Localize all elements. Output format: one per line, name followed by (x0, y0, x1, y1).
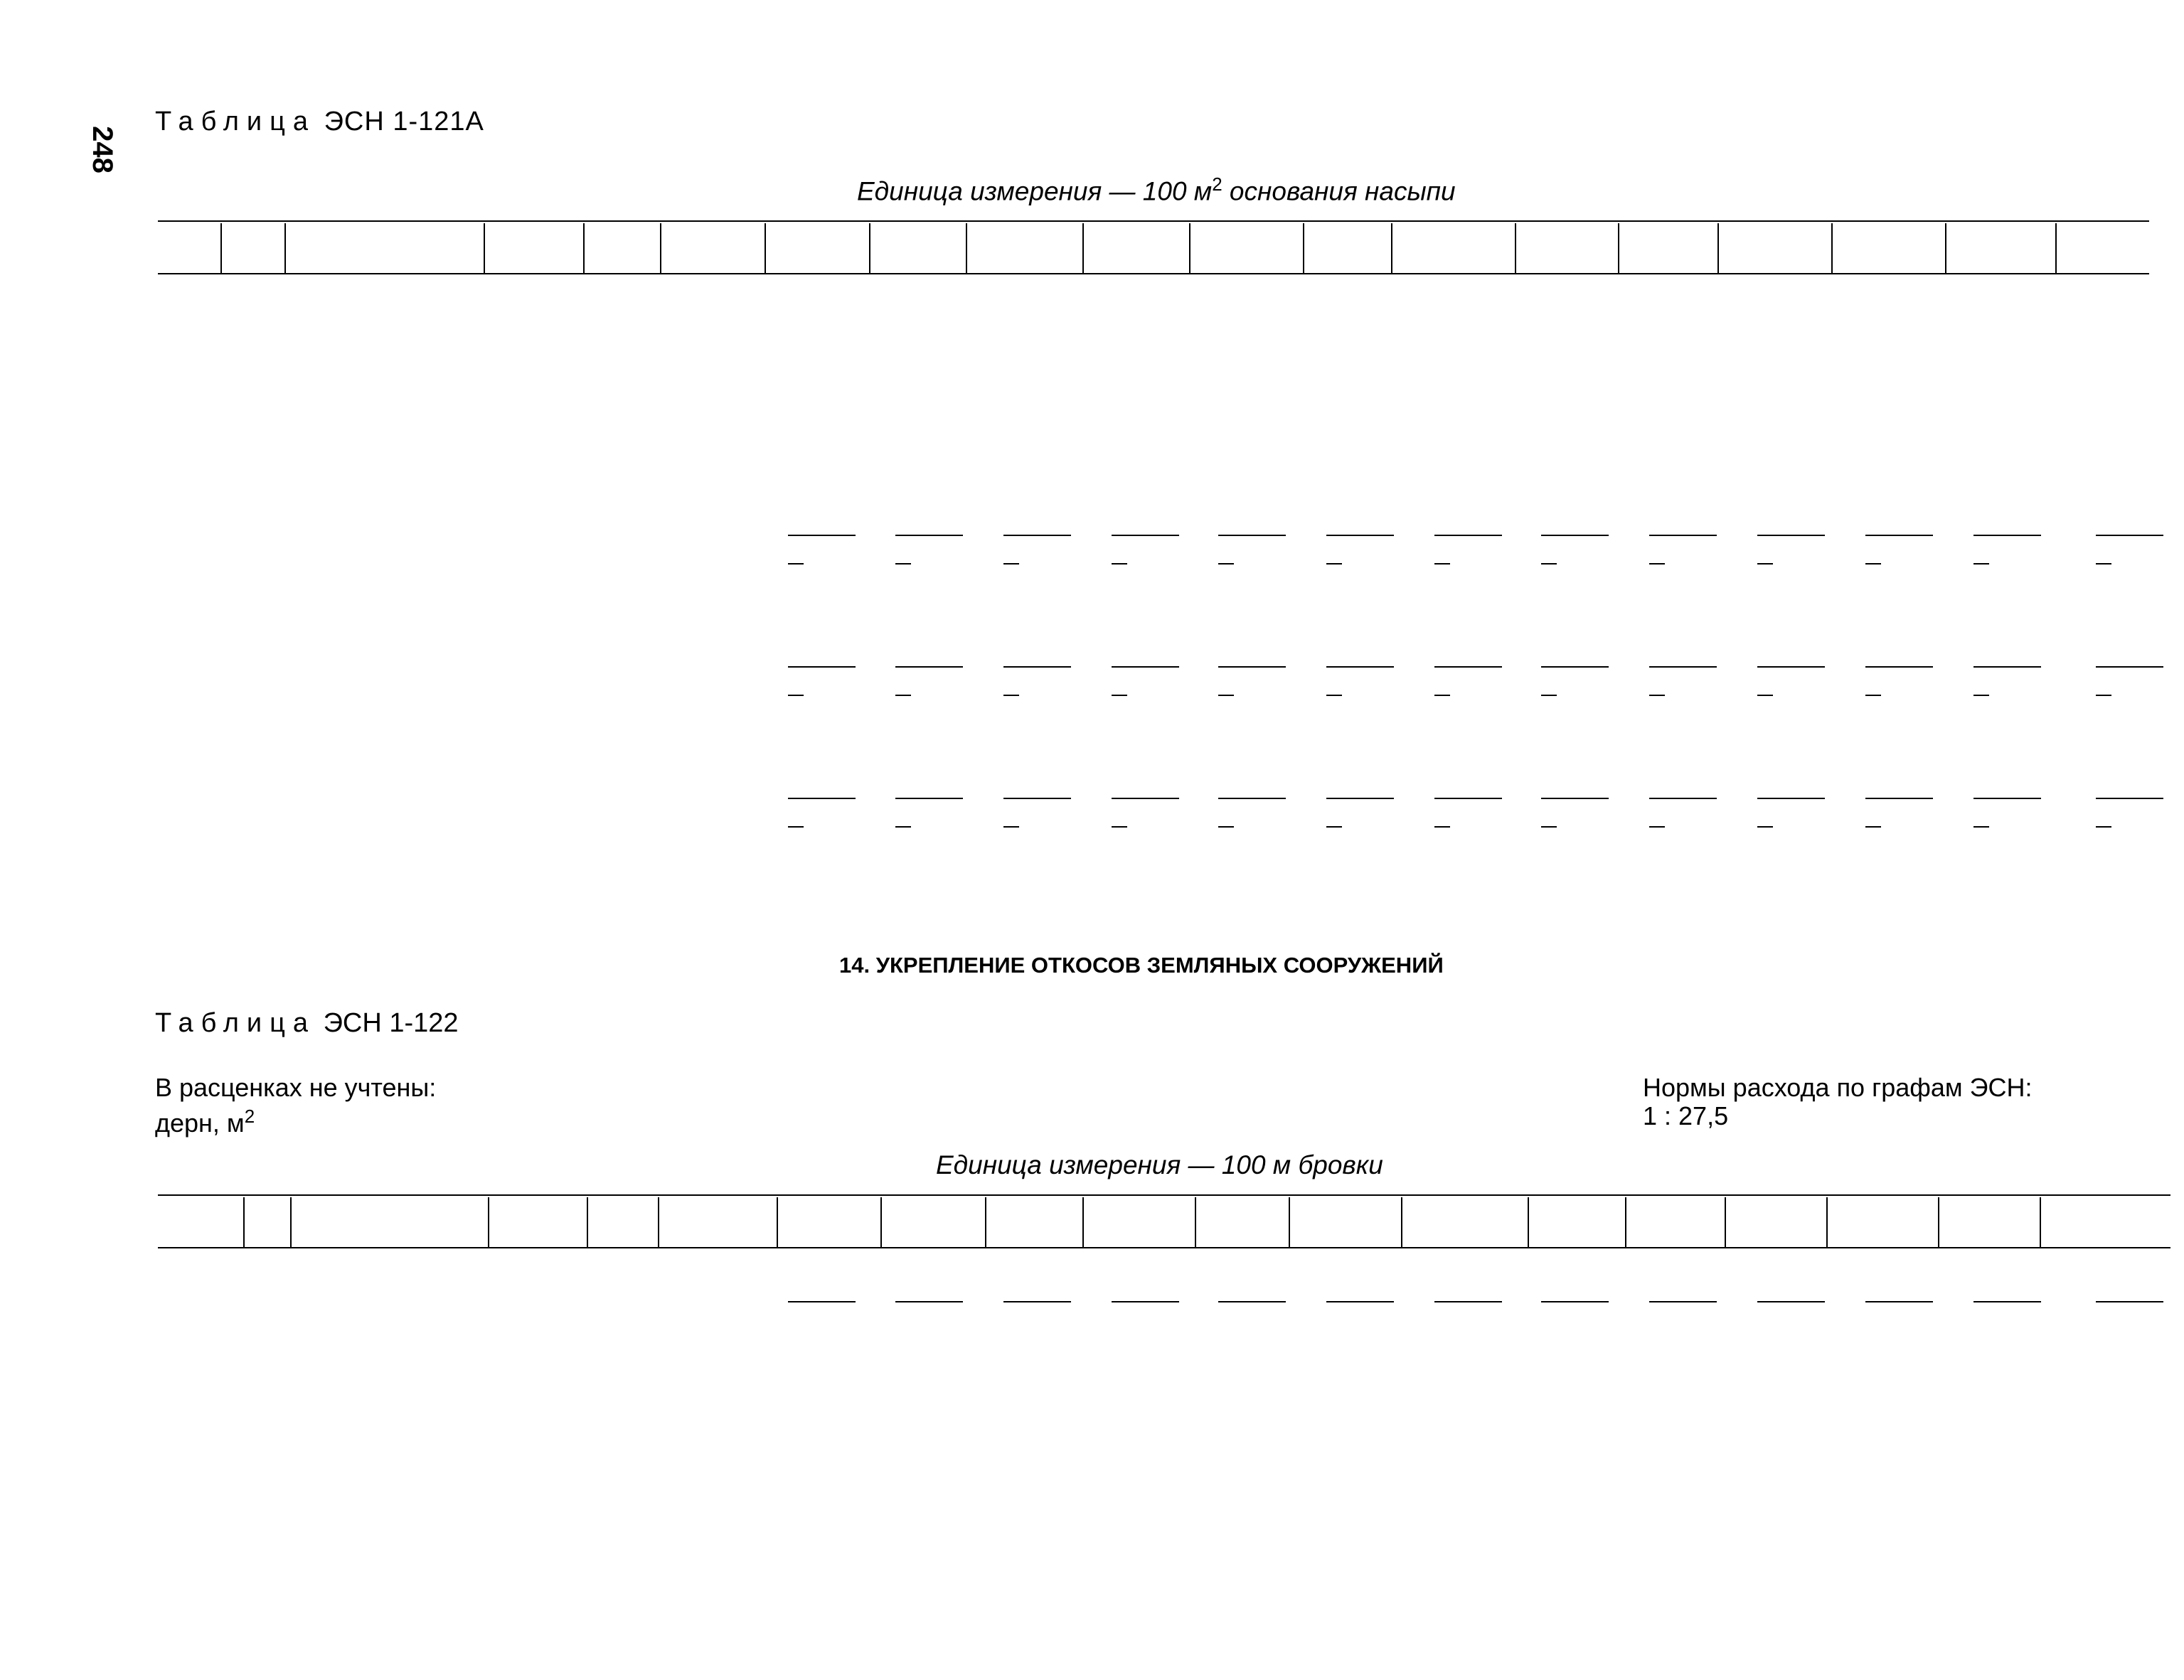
table1-fraction-minus (1003, 826, 1019, 828)
table1-fraction-rule (1326, 798, 1394, 799)
table2-fraction-rule (1218, 1301, 1286, 1302)
table2-header-separator (985, 1197, 986, 1247)
table2-fraction-rule (1973, 1301, 2041, 1302)
table1-fraction-rule (1865, 535, 1933, 536)
table1-fraction-rule (2096, 535, 2163, 536)
table1-fraction-rule (1003, 798, 1071, 799)
table1-fraction-minus (1003, 695, 1019, 696)
table1-fraction-minus (1757, 826, 1773, 828)
table1-fraction-rule (1757, 535, 1825, 536)
table1-title (155, 107, 484, 137)
table1-fraction-minus (1112, 695, 1127, 696)
table2-header-separator (2040, 1197, 2041, 1247)
page-number: 248 (86, 126, 118, 173)
table1-header-separator (1945, 223, 1946, 273)
table1-fraction-rule (788, 666, 856, 668)
table1-fraction-rule (1757, 666, 1825, 668)
table1-header-separator (284, 223, 286, 273)
table1-fraction-minus (1973, 695, 1989, 696)
table1-fraction-rule (1434, 798, 1502, 799)
table2-header-separator (1401, 1197, 1402, 1247)
table1-fraction-minus (895, 695, 911, 696)
table2-header-separator (880, 1197, 882, 1247)
table1-fraction-minus (1865, 695, 1881, 696)
table1-fraction-minus (1757, 695, 1773, 696)
table1-unit-sup: 2 (1212, 173, 1222, 195)
table1-fraction-minus (1112, 563, 1127, 565)
table1-fraction-minus (1326, 563, 1342, 565)
table1-fraction-rule (1541, 798, 1609, 799)
table1-fraction-rule (1218, 535, 1286, 536)
table1-header-separator (220, 223, 222, 273)
table2-header-separator (1082, 1197, 1084, 1247)
table2-fraction-rule (1649, 1301, 1717, 1302)
table2-header-separator (488, 1197, 489, 1247)
table2-header-separator (658, 1197, 659, 1247)
table1-fraction-rule (895, 666, 963, 668)
table1-fraction-minus (1865, 826, 1881, 828)
table1-fraction-minus (1541, 563, 1557, 565)
table1-fraction-rule (2096, 666, 2163, 668)
table1-header-separator (484, 223, 485, 273)
table1-fraction-rule (788, 535, 856, 536)
table1-fraction-minus (788, 826, 804, 828)
note-left-line1: В расценках не учтены: (155, 1073, 437, 1102)
table1-fraction-minus (895, 826, 911, 828)
table1-fraction-rule (1326, 666, 1394, 668)
table2-title (155, 1008, 459, 1039)
table1-fraction-rule (1757, 798, 1825, 799)
table1-fraction-rule (1973, 798, 2041, 799)
table2-header-separator (1725, 1197, 1726, 1247)
note-left-sup: 2 (244, 1106, 255, 1127)
table1-header-separator (765, 223, 766, 273)
table1-fraction-minus (788, 563, 804, 565)
table1-fraction-minus (1326, 826, 1342, 828)
table1-fraction-minus (1003, 563, 1019, 565)
table1-title-prefix: Таблица (155, 107, 316, 137)
table1-fraction-rule (1434, 666, 1502, 668)
table1-fraction-minus (2096, 563, 2111, 565)
section-title: 14. УКРЕПЛЕНИЕ ОТКОСОВ ЗЕМЛЯНЫХ СООРУЖЕНИЙ (839, 953, 1444, 978)
table1-fraction-minus (1649, 563, 1665, 565)
table1-fraction-minus (788, 695, 804, 696)
note-right-line1: Нормы расхода по графам ЭСН: (1643, 1073, 2033, 1102)
table2-fraction-rule (1757, 1301, 1825, 1302)
table1-fraction-minus (895, 563, 911, 565)
table1-header-separator (966, 223, 967, 273)
table1-header-separator (660, 223, 661, 273)
table2-fraction-rule (895, 1301, 963, 1302)
table1-fraction-minus (1218, 563, 1234, 565)
table2-header-bottom-rule (158, 1247, 2170, 1248)
table1-fraction-rule (895, 535, 963, 536)
table1-header-separator (1303, 223, 1304, 273)
table1-fraction-rule (1112, 535, 1179, 536)
table1-fraction-rule (1326, 535, 1394, 536)
table2-header-separator (1195, 1197, 1196, 1247)
table1-fraction-rule (1218, 798, 1286, 799)
table1-fraction-minus (1541, 826, 1557, 828)
table2-fraction-rule (1003, 1301, 1071, 1302)
table1-fraction-rule (788, 798, 856, 799)
table2-header-separator (587, 1197, 588, 1247)
table2-fraction-rule (1434, 1301, 1502, 1302)
note-left-line2-text: дерн, м (155, 1108, 245, 1138)
table2-note-left (155, 1074, 436, 1138)
table1-unit-suffix: основания насыпи (1222, 176, 1456, 206)
table1-fraction-rule (2096, 798, 2163, 799)
table1-header-separator (1717, 223, 1719, 273)
table1-fraction-minus (1973, 826, 1989, 828)
table2-title-prefix: Таблица (155, 1008, 316, 1038)
table1-title-code: ЭСН 1-121А (324, 107, 484, 137)
table1-fraction-minus (1865, 563, 1881, 565)
table1-fraction-minus (1434, 695, 1450, 696)
table1-fraction-minus (1112, 826, 1127, 828)
table1-fraction-rule (895, 798, 963, 799)
table2-header-separator (1625, 1197, 1626, 1247)
table2-header-separator (1826, 1197, 1828, 1247)
table1-header-separator (1515, 223, 1516, 273)
table2-header-separator (1528, 1197, 1529, 1247)
table2-fraction-rule (2096, 1301, 2163, 1302)
table1-header-top-rule (158, 220, 2149, 222)
table1-fraction-rule (1112, 666, 1179, 668)
table1-fraction-minus (1326, 695, 1342, 696)
table1-fraction-rule (1649, 666, 1717, 668)
table1-header-separator (1391, 223, 1392, 273)
table1-header-separator (869, 223, 870, 273)
table2-header-separator (1289, 1197, 1290, 1247)
table2-header-separator (1938, 1197, 1939, 1247)
table1-fraction-rule (1865, 798, 1933, 799)
table1-fraction-rule (1434, 535, 1502, 536)
table1-header-bottom-rule (158, 273, 2149, 274)
table1-fraction-rule (1003, 666, 1071, 668)
table1-fraction-rule (1865, 666, 1933, 668)
table2-note-right (1643, 1074, 2033, 1130)
table2-fraction-rule (788, 1301, 856, 1302)
table1-fraction-minus (1649, 695, 1665, 696)
table1-fraction-minus (1541, 695, 1557, 696)
table1-fraction-rule (1541, 535, 1609, 536)
table1-fraction-minus (2096, 826, 2111, 828)
table1-fraction-minus (1757, 563, 1773, 565)
table1-fraction-minus (1973, 563, 1989, 565)
table2-fraction-rule (1865, 1301, 1933, 1302)
table1-fraction-minus (1434, 563, 1450, 565)
table1-header-separator (1618, 223, 1619, 273)
table1-fraction-rule (1649, 798, 1717, 799)
table2-header-top-rule (158, 1194, 2170, 1196)
table2-fraction-rule (1326, 1301, 1394, 1302)
table2-header-separator (777, 1197, 778, 1247)
table2-header-separator (290, 1197, 292, 1247)
note-right-line2: 1 : 27,5 (1643, 1101, 1729, 1130)
table1-fraction-minus (1434, 826, 1450, 828)
table1-fraction-rule (1541, 666, 1609, 668)
table1-fraction-minus (1218, 695, 1234, 696)
table1-unit-text: Единица измерения — 100 м (857, 176, 1213, 206)
table1-fraction-minus (1218, 826, 1234, 828)
table1-fraction-minus (2096, 695, 2111, 696)
table1-fraction-rule (1973, 666, 2041, 668)
table2-unit-label: Единица измерения — 100 м бровки (936, 1150, 1383, 1179)
table1-header-separator (583, 223, 585, 273)
table2-fraction-rule (1541, 1301, 1609, 1302)
table1-fraction-rule (1003, 535, 1071, 536)
table2-title-code: ЭСН 1-122 (323, 1008, 459, 1038)
table1-unit-label (857, 173, 1456, 206)
table1-fraction-rule (1973, 535, 2041, 536)
table1-header-separator (1189, 223, 1190, 273)
table1-header-separator (1831, 223, 1833, 273)
table1-fraction-minus (1649, 826, 1665, 828)
table1-header-separator (1082, 223, 1084, 273)
table1-fraction-rule (1649, 535, 1717, 536)
table2-header-separator (243, 1197, 245, 1247)
table1-fraction-rule (1112, 798, 1179, 799)
table1-fraction-rule (1218, 666, 1286, 668)
note-left-line2 (155, 1102, 436, 1138)
table1-header-separator (2055, 223, 2057, 273)
table2-fraction-rule (1112, 1301, 1179, 1302)
